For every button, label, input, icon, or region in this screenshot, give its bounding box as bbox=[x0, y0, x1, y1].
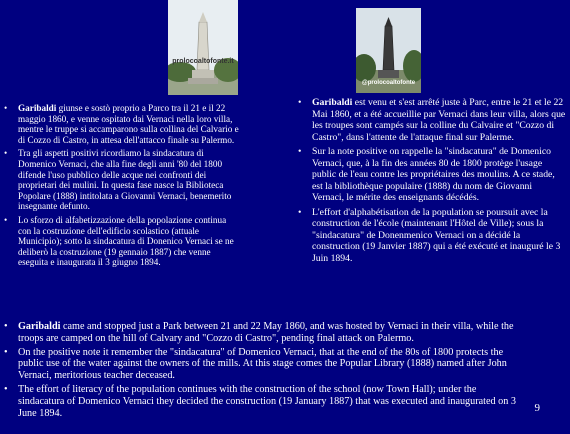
bold-lead: Garibaldi bbox=[18, 103, 57, 113]
french-text-list bbox=[298, 97, 566, 267]
monument-photo-right bbox=[356, 8, 421, 93]
page-number: 9 bbox=[534, 402, 540, 414]
bold-lead: Garibaldi bbox=[18, 321, 61, 332]
paragraph-text: L'effort d'alphabétisation de la population se poursuit avec la construction de l'école (maintenant l'Hôtel de Ville); sous la "sindacatura" de Donenmenico Vernaci on a décidé la construction (19 Janvier 1887) qui a été exécuté et inauguré le 3 Juin 1894. bbox=[312, 206, 561, 264]
list-item bbox=[4, 347, 524, 382]
english-text-list bbox=[4, 321, 524, 421]
watermark-left: prolocoaltofonte.it bbox=[172, 58, 234, 65]
italian-text-list bbox=[4, 103, 239, 271]
list-item bbox=[4, 148, 239, 212]
paragraph-text: Tra gli aspetti positivi ricordiamo la sindacatura di Domenico Vernaci, che alla fine degli anni '80 del 1800 difende l'uso pubblico delle acque nei confronti dei proprietari dei mulini. In questa fase nasce la Biblioteca Popolare (1888) intitolata a Giovanni Vernaci, benemerito insegnante defunto. bbox=[18, 148, 232, 212]
paragraph-text: giunse e sostò proprio a Parco tra il 21 e il 22 maggio 1860, e venne ospitato dai Vernaci nella loro villa, mentre le truppe si accamparono sulla collina del Calvario e di Cozzo di Castro, in attesa dell'attacco finale su Palermo. bbox=[18, 103, 239, 145]
paragraph-text: came and stopped just a Park between 21 and 22 May 1860, and was hosted by Vernaci in their villa, while the troops are camped on the hill of Calvary and "Cozzo di Castro", pending final attack on Palermo. bbox=[18, 321, 514, 344]
list-item bbox=[298, 146, 566, 204]
paragraph-text: Lo sforzo di alfabetizzazione della popolazione continua con la costruzione dell'edificio scolastico (attuale Municipio); sotto la sindacatura di Donenico Vernaci se ne deliberò la costruzione (19 gennaio 1887) che venne eseguita e inaugurata il 3 giugno 1894. bbox=[18, 214, 234, 268]
list-item bbox=[4, 103, 239, 145]
monument-photo-left bbox=[168, 0, 238, 95]
paragraph-text: est venu et s'est arrêté juste à Parc, entre le 21 et le 22 Mai 1860, et a été accueillie par Vernaci dans leur villa, alors que les troupes sont campés sur la colline du Calvaire et "Cozzo di Castro", dans l'attente de l'attaque final sur Palerme. bbox=[312, 97, 566, 143]
paragraph-text: Sur la note positive on rappelle la "sindacatura" de Domenico Vernaci, que, à la fin des années 80 de 1800 protège l'usage public de l'eau contre les propriétaires des moulins. A ce stade, est la bibliothèque populaire (1888) du nom de Giovanni Vernaci, le mérite des enseignants décédés. bbox=[312, 146, 555, 203]
watermark-right: @prolocoaltofonte bbox=[361, 80, 416, 86]
list-item bbox=[4, 215, 239, 268]
list-item bbox=[4, 321, 524, 345]
paragraph-text: On the positive note it remember the "sindacatura" of Domenico Vernaci, that at the end of the 80s of 1800 protects the public use of the water against the owners of the mills. At this stage comes the Popular Library (1888) named after John Vernaci, meritorious teacher deceased. bbox=[18, 346, 507, 382]
list-item bbox=[4, 384, 524, 419]
obelisk-image bbox=[168, 0, 238, 95]
list-item bbox=[298, 97, 566, 143]
list-item bbox=[298, 207, 566, 265]
bold-lead: Garibaldi bbox=[312, 97, 353, 108]
paragraph-text: The effort of literacy of the population continues with the construction of the school (now Town Hall); under the sindacatura of Domenico Vernaci they decided the construction (19 January 1887) that was executed and inaugurated on 3 June 1894. bbox=[18, 383, 516, 419]
